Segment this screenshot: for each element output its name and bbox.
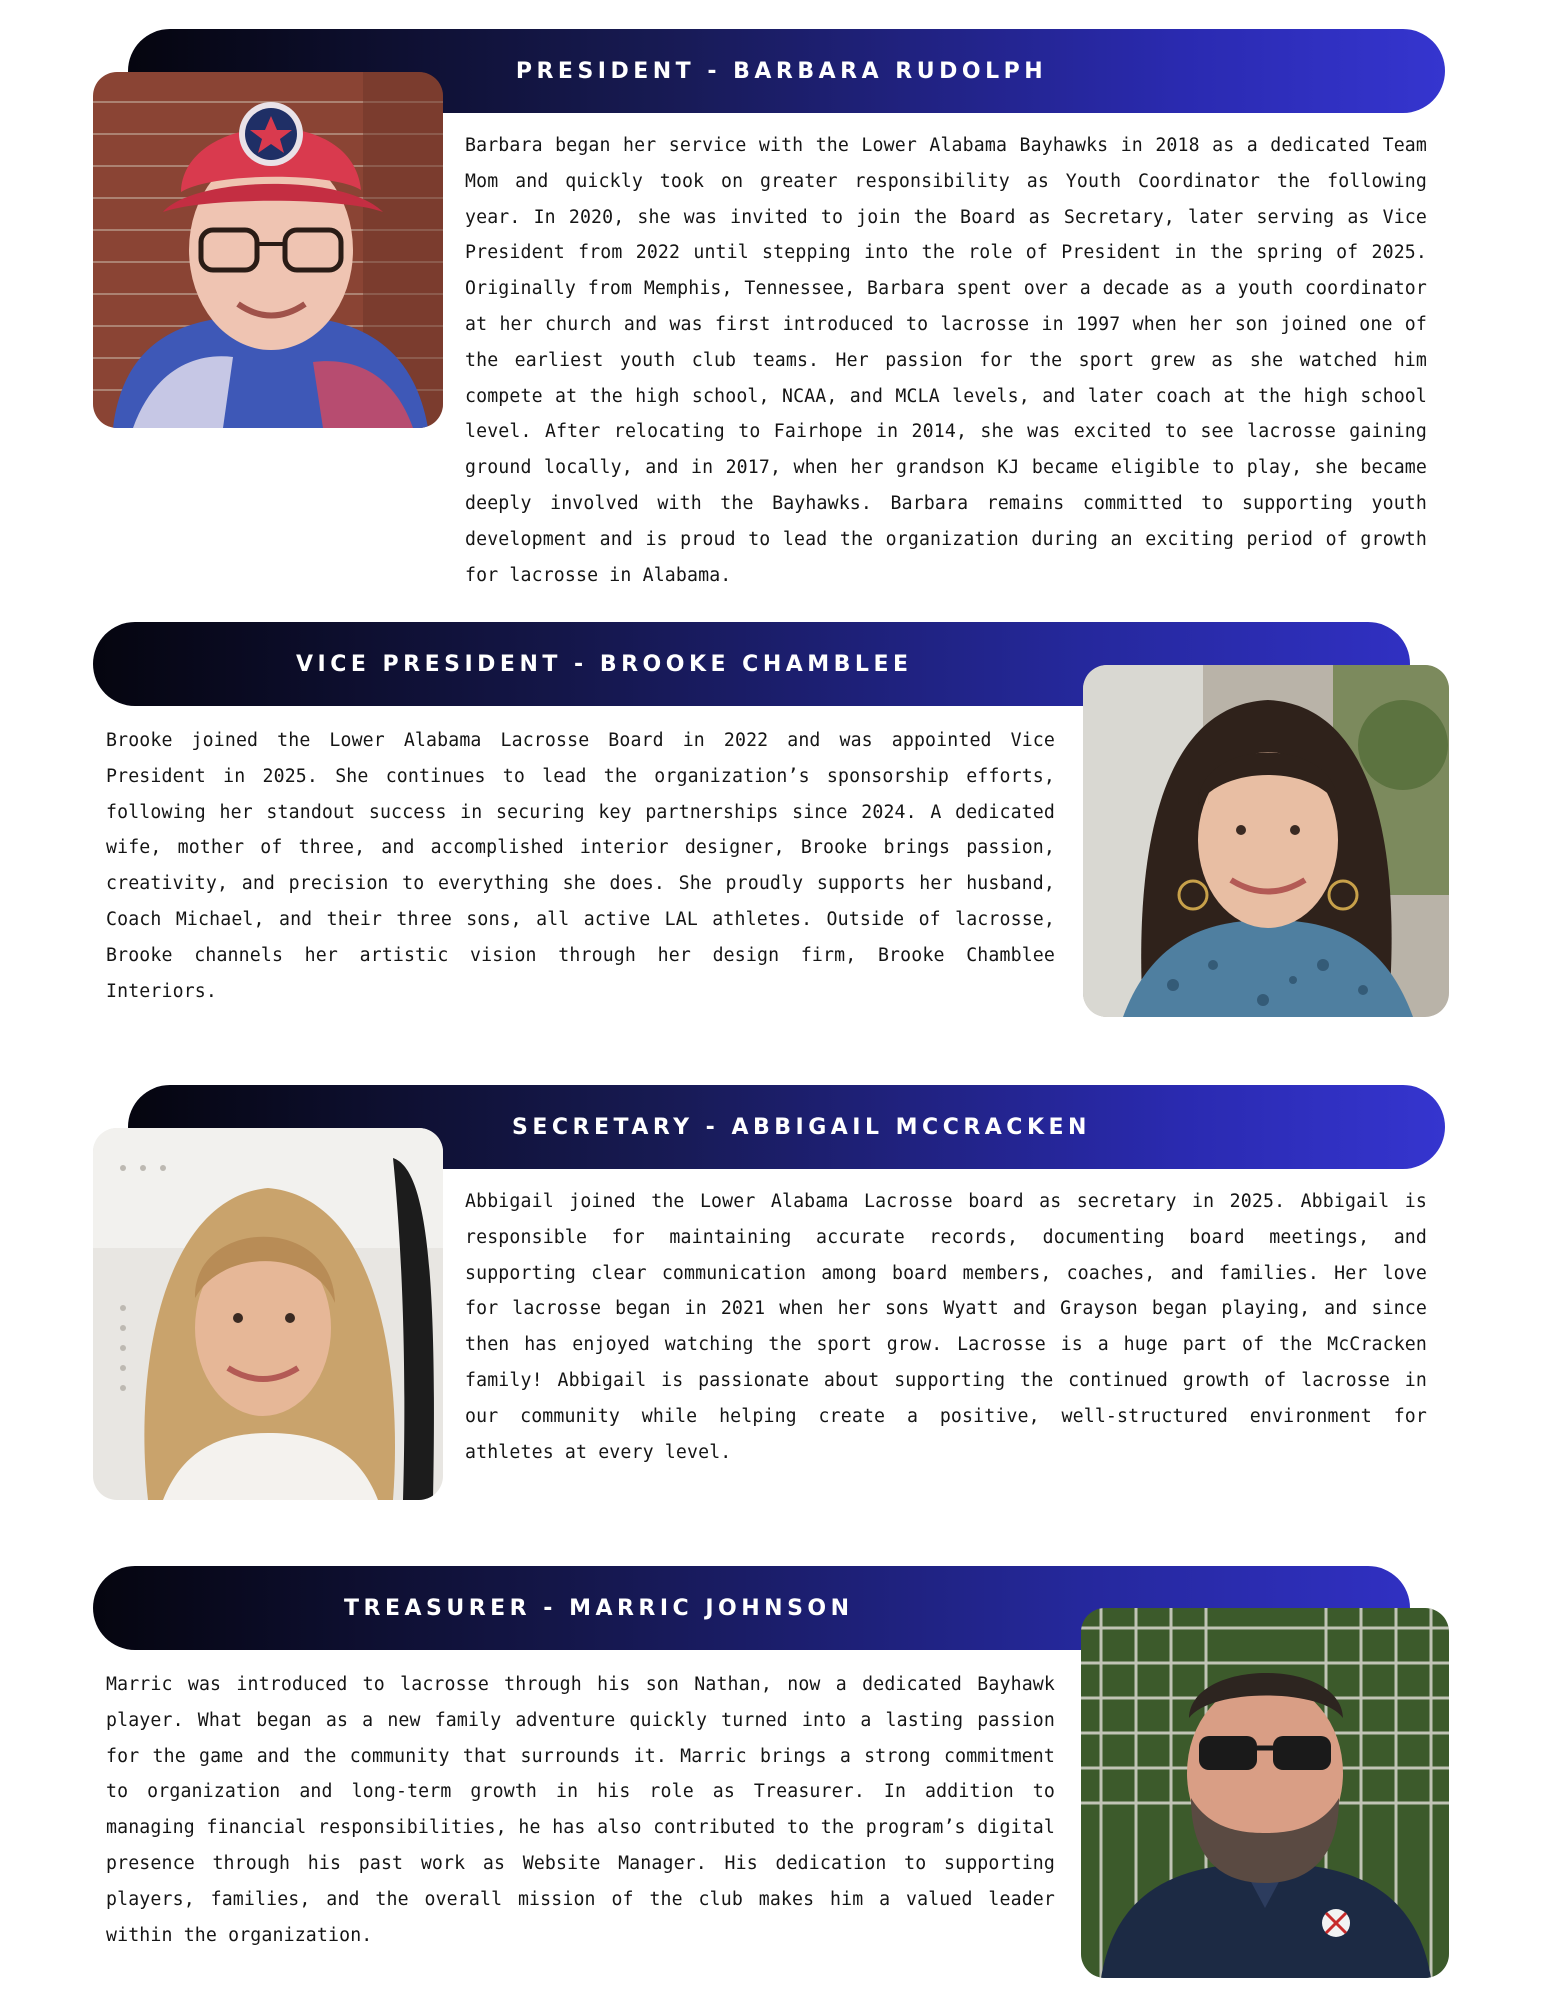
treasurer-bio: Marric was introduced to lacrosse through his son Nathan, now a dedicated Bayhawk player. What began as a new family adventure quickly turned into a lasting passion for the game and the community that surrounds it. Marric brings a strong commitment to organization and long-term growth in his role as Treasurer. In addition to managing financial responsibilities, he has also contributed to the program’s digital presence through his past work as Website Manager. His dedication to supporting players, families, and the overall mission of the club makes him a valued leader within the organization. <box>106 1674 1055 1946</box>
vice-president-photo <box>1083 665 1449 1017</box>
president-title: PRESIDENT - BARBARA RUDOLPH <box>515 58 1048 84</box>
president-section <box>0 0 1545 586</box>
vice-president-bio: Brooke joined the Lower Alabama Lacrosse Board in 2022 and was appointed Vice President in 2025. She continues to lead the organization’s sponsorship efforts, following her standout success in securing key partnerships since 2024. A dedicated wife, mother of three, and accomplished interior designer, Brooke brings passion, creativity, and precision to everything she does. She proudly supports her husband, Coach Michael, and their three sons, all active LAL athletes. Outside of lacrosse, Brooke channels her artistic vision through her design firm, Brooke Chamblee Interiors. <box>106 730 1055 1002</box>
treasurer-title: TREASURER - MARRIC JOHNSON <box>344 1595 854 1621</box>
secretary-section <box>0 1060 1545 1530</box>
treasurer-section <box>0 1545 1545 1999</box>
vice-president-title: VICE PRESIDENT - BROOKE CHAMBLEE <box>296 651 913 677</box>
secretary-title: SECRETARY - ABBIGAIL MCCRACKEN <box>512 1114 1091 1140</box>
vice-president-section <box>0 600 1545 1040</box>
secretary-photo <box>93 1128 443 1500</box>
treasurer-photo <box>1081 1608 1449 1978</box>
secretary-bio: Abbigail joined the Lower Alabama Lacrosse board as secretary in 2025. Abbigail is responsible for maintaining accurate records, documenting board meetings, and supporting clear communication among board members, coaches, and families. Her love for lacrosse began in 2021 when her sons Wyatt and Grayson began playing, and since then has enjoyed watching the sport grow. Lacrosse is a huge part of the McCracken family! Abbigail is passionate about supporting the continued growth of lacrosse in our community while helping create a positive, well-structured environment for athletes at every level. <box>465 1191 1427 1463</box>
president-photo <box>93 72 443 428</box>
president-bio: Barbara began her service with the Lower Alabama Bayhawks in 2018 as a dedicated Team Mom and quickly took on greater responsibility as Youth Coordinator the following year. In 2020, she was invited to join the Board as Secretary, later serving as Vice President from 2022 until stepping into the role of President in the spring of 2025. Originally from Memphis, Tennessee, Barbara spent over a decade as a youth coordinator at her church and was first introduced to lacrosse in 1997 when her son joined one of the earliest youth club teams. Her passion for the sport grew as she watched him compete at the high school, NCAA, and MCLA levels, and later coach at the high school level. After relocating to Fairhope in 2014, she was excited to see lacrosse gaining ground locally, and in 2017, when her grandson KJ became eligible to play, she became deeply involved with the Bayhawks. Barbara remains committed to supporting youth development and is proud to lead the organization during an exciting period of growth for lacrosse in Alabama. <box>465 135 1427 586</box>
